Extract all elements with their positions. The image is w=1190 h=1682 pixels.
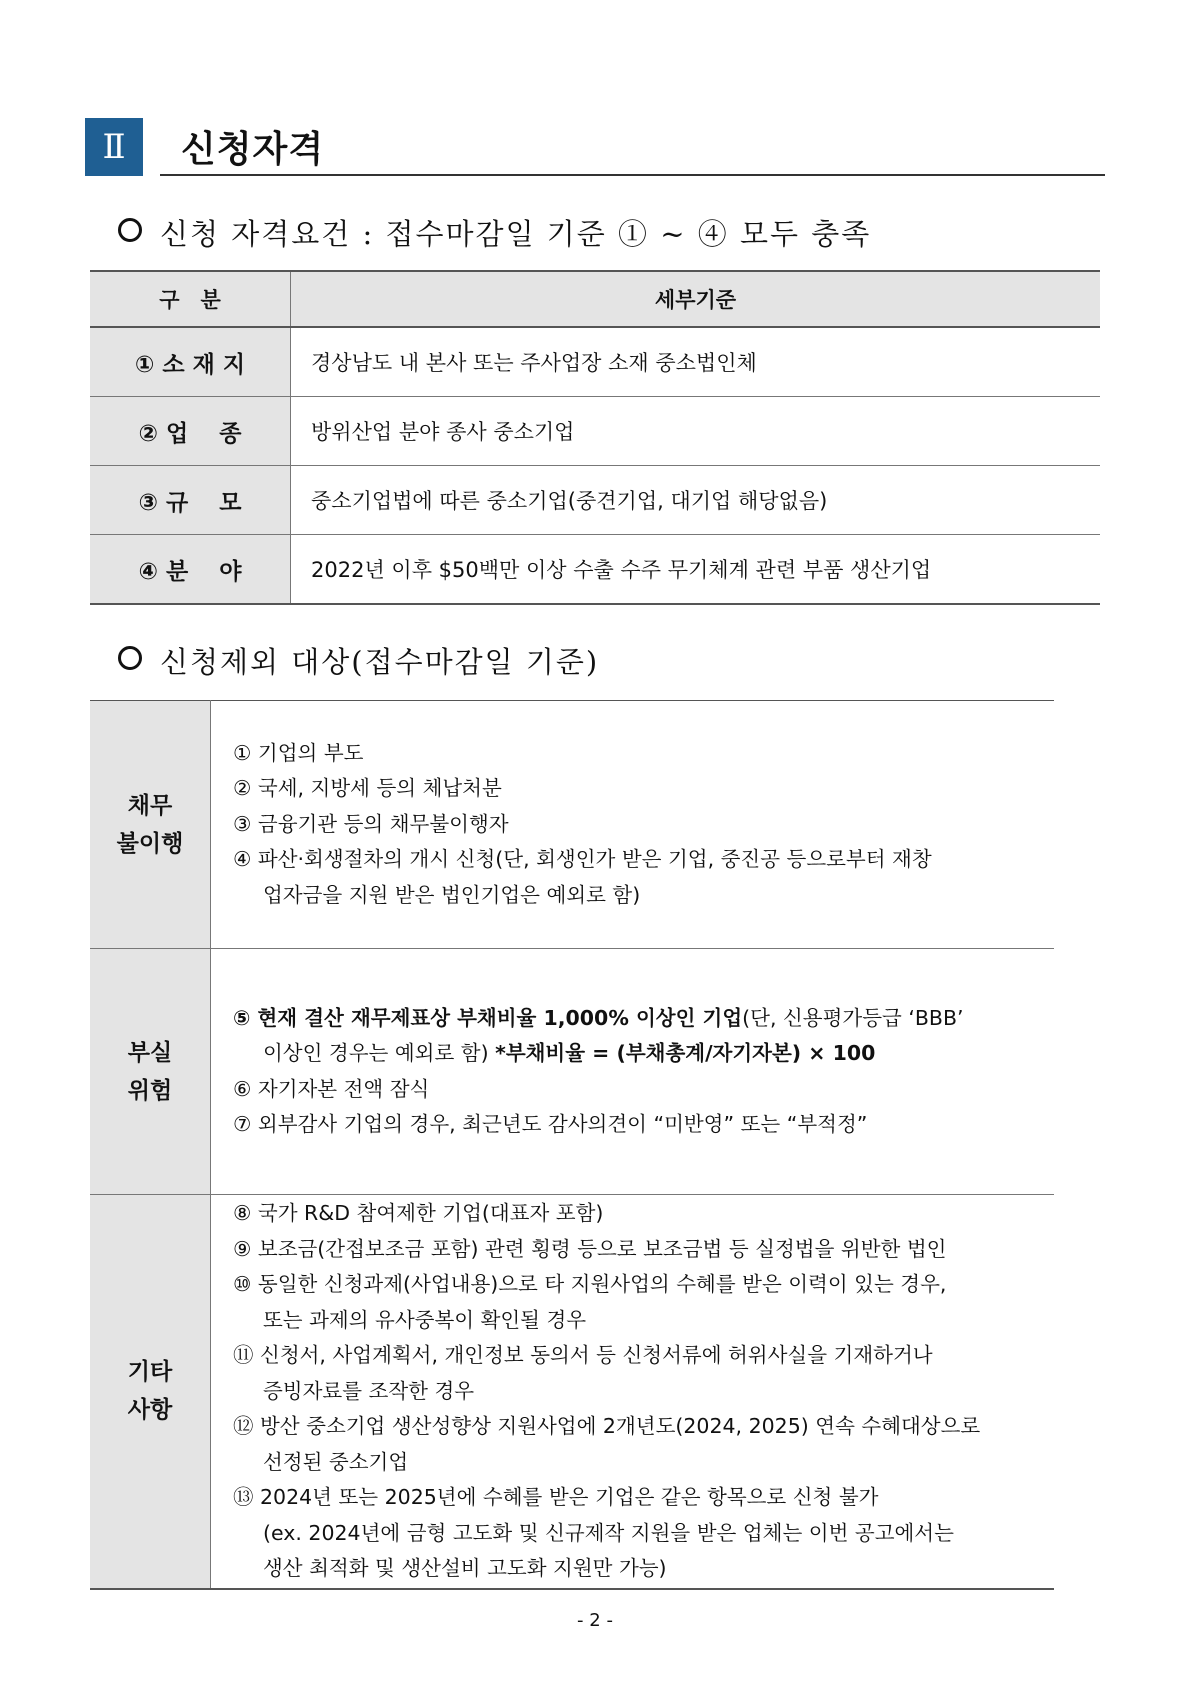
- section-number-badge: Ⅱ: [85, 118, 143, 176]
- row-value: 경상남도 내 본사 또는 주사업장 소재 중소법인체: [291, 327, 1101, 397]
- table-row: [90, 327, 1100, 397]
- item-bold-text: ⑤ 현재 결산 재무제표상 부채비율 1,000% 이상인 기업: [233, 1005, 743, 1030]
- exclusion-bullet: [118, 640, 599, 681]
- table-header-row: [90, 271, 1100, 327]
- label-line: 사항: [127, 1397, 173, 1424]
- list-item: ④ 파산·회생절차의 개시 신청(단, 회생인가 받은 기업, 중진공 등으로부터 재창: [233, 847, 932, 872]
- header-category: 구 분: [90, 271, 291, 327]
- row-value-insolvency: [211, 949, 1055, 1195]
- label-line: 부실: [127, 1039, 173, 1066]
- table-row: [90, 466, 1100, 535]
- row-value: 방위산업 분야 종사 중소기업: [291, 397, 1101, 466]
- list-item: ② 국세, 지방세 등의 체납처분: [233, 776, 502, 801]
- list-item-continued: 증빙자료를 조작한 경우: [263, 1378, 475, 1403]
- table-row: [90, 1195, 1054, 1589]
- table-row: [90, 397, 1100, 466]
- list-item: ⑫ 방산 중소기업 생산성향상 지원사업에 2개년도(2024, 2025) 연속 수혜대상으로: [233, 1414, 981, 1438]
- label-line: 불이행: [116, 830, 184, 857]
- debt-ratio-note: *부채비율 = (부채총계/자기자본) × 100: [495, 1041, 876, 1065]
- exclusion-table: [90, 700, 1054, 1590]
- list-item: ⑪ 신청서, 사업계획서, 개인정보 동의서 등 신청서류에 허위사실을 기재하거나: [233, 1343, 933, 1367]
- section-header: [85, 118, 1105, 176]
- exclusion-bullet-text: 신청제외 대상(접수마감일 기준): [160, 645, 600, 679]
- list-item-continued: 선정된 중소기업: [263, 1449, 409, 1474]
- list-item: ⑬ 2024년 또는 2025년에 수혜를 받은 기업은 같은 항목으로 신청 불가: [233, 1485, 879, 1509]
- list-item-continued: (ex. 2024년에 금형 고도화 및 신규제작 지원을 받은 업체는 이번 공고에서는: [263, 1520, 954, 1545]
- circle-bullet-icon: [118, 218, 142, 242]
- eligibility-bullet: [118, 212, 871, 253]
- item-text: 이상인 경우는 예외로 함): [263, 1041, 489, 1065]
- row-label: ③ 규 모: [90, 466, 291, 535]
- list-item-continued: 또는 과제의 유사중복이 확인될 경우: [263, 1307, 587, 1332]
- section-title: 신청자격: [181, 129, 325, 170]
- circle-bullet-icon: [118, 646, 142, 670]
- list-item: ⑧ 국가 R&D 참여제한 기업(대표자 포함): [233, 1201, 604, 1225]
- list-item-continued: 업자금을 지원 받은 법인기업은 예외로 함): [263, 882, 641, 907]
- row-label-insolvency: [90, 949, 211, 1195]
- label-line: 위험: [127, 1077, 173, 1104]
- table-row: [90, 949, 1054, 1195]
- label-line: 채무: [127, 792, 173, 819]
- row-value-debt: [211, 701, 1055, 949]
- list-item-continued: 생산 최적화 및 생산설비 고도화 지원만 가능): [263, 1556, 667, 1580]
- row-value: 2022년 이후 $50백만 이상 수출 수주 무기체계 관련 부품 생산기업: [291, 535, 1101, 605]
- table-row: [90, 535, 1100, 605]
- row-label-debt: [90, 701, 211, 949]
- header-criteria: 세부기준: [291, 271, 1101, 327]
- row-value: 중소기업법에 따른 중소기업(중견기업, 대기업 해당없음): [291, 466, 1101, 535]
- label-line: 기타: [127, 1359, 173, 1386]
- list-item: ⑥ 자기자본 전액 잠식: [233, 1076, 430, 1101]
- row-value-other: [211, 1195, 1055, 1589]
- item-text: (단, 신용평가등급 ‘BBB’: [742, 1005, 964, 1030]
- row-label: ② 업 종: [90, 397, 291, 466]
- section-underline: [160, 174, 1105, 176]
- list-item: ⑩ 동일한 신청과제(사업내용)으로 타 지원사업의 수혜를 받은 이력이 있는 경우,: [233, 1272, 947, 1296]
- row-label: ④ 분 야: [90, 535, 291, 605]
- page-number: - 2 -: [577, 1610, 613, 1631]
- list-item: ① 기업의 부도: [233, 740, 364, 765]
- table-row: [90, 701, 1054, 949]
- list-item: ⑨ 보조금(간접보조금 포함) 관련 횡령 등으로 보조금법 등 실정법을 위반한 법인: [233, 1236, 947, 1261]
- list-item-continued: [233, 1036, 1044, 1072]
- eligibility-bullet-text: 신청 자격요건 : 접수마감일 기준 ① ~ ④ 모두 충족: [160, 217, 872, 251]
- list-item: ③ 금융기관 등의 채무불이행자: [233, 811, 509, 836]
- list-item: ⑦ 외부감사 기업의 경우, 최근년도 감사의견이 “미반영” 또는 “부적정”: [233, 1112, 868, 1136]
- row-label-other: [90, 1195, 211, 1589]
- row-label: ① 소 재 지: [90, 327, 291, 397]
- eligibility-table: [90, 270, 1100, 605]
- list-item: [233, 1001, 1044, 1037]
